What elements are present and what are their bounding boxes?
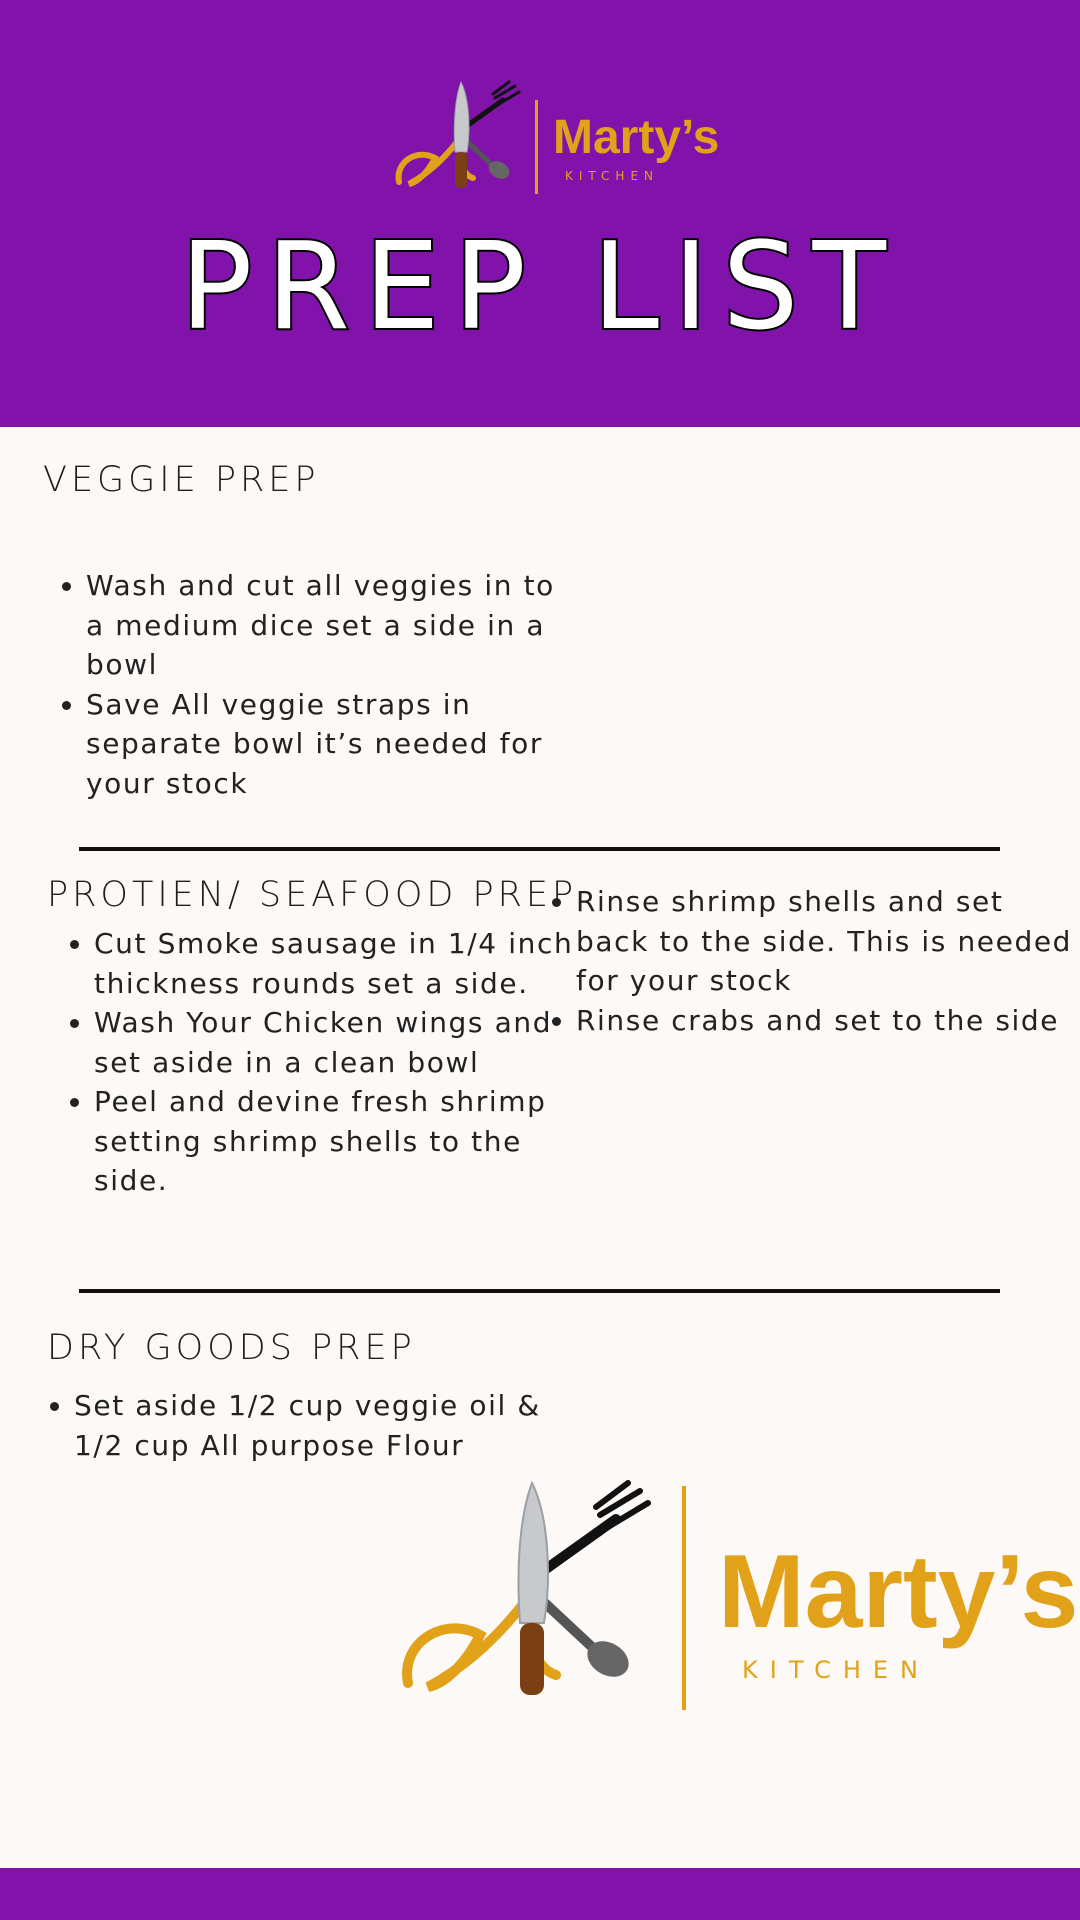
- protein-prep-list-left: [50, 924, 574, 1201]
- protein-seafood-prep-heading: PROTIEN/ SEAFOOD PREP: [47, 875, 578, 915]
- list-item: • Save All veggie straps in separate bowl it’s needed for your stock: [86, 685, 566, 804]
- list-item: • Set aside 1/2 cup veggie oil & 1/2 cup All purpose Flour: [74, 1386, 584, 1465]
- list-item: • Cut Smoke sausage in 1/4 inch thickness rounds set a side.: [94, 924, 574, 1003]
- logo-subtitle-text: KITCHEN: [742, 1656, 930, 1684]
- logo-brand-text: Marty’s: [553, 111, 720, 164]
- veggie-prep-heading: VEGGIE PREP: [43, 460, 320, 500]
- footer-logo: [400, 1472, 1079, 1722]
- logo-subtitle-text: KITCHEN: [565, 169, 659, 183]
- header-logo: [395, 78, 720, 200]
- list-item: • Peel and devine fresh shrimp setting shrimp shells to the side.: [94, 1082, 574, 1201]
- section-divider: [79, 847, 1000, 851]
- list-item: • Rinse crabs and set to the side: [576, 1001, 1076, 1041]
- section-divider: [79, 1289, 1000, 1293]
- dry-goods-prep-heading: DRY GOODS PREP: [47, 1328, 416, 1368]
- chef-knife-fork-spoon-icon: [395, 78, 545, 200]
- protein-prep-list-right: [532, 882, 1076, 1040]
- page-title: PREP LIST: [180, 218, 900, 357]
- logo-divider: [535, 100, 538, 194]
- veggie-prep-list: [42, 566, 566, 803]
- chef-knife-fork-spoon-icon: [400, 1472, 700, 1722]
- list-item: • Wash and cut all veggies in to a medium dice set a side in a bowl: [86, 566, 566, 685]
- logo-brand-text: Marty’s: [718, 1534, 1079, 1650]
- footer-banner: [0, 1868, 1080, 1920]
- dry-goods-prep-list: [30, 1386, 584, 1465]
- list-item: • Wash Your Chicken wings and set aside in a clean bowl: [94, 1003, 574, 1082]
- list-item: • Rinse shrimp shells and set back to the side. This is needed for your stock: [576, 882, 1076, 1001]
- logo-divider: [682, 1486, 686, 1710]
- header-banner: [0, 0, 1080, 427]
